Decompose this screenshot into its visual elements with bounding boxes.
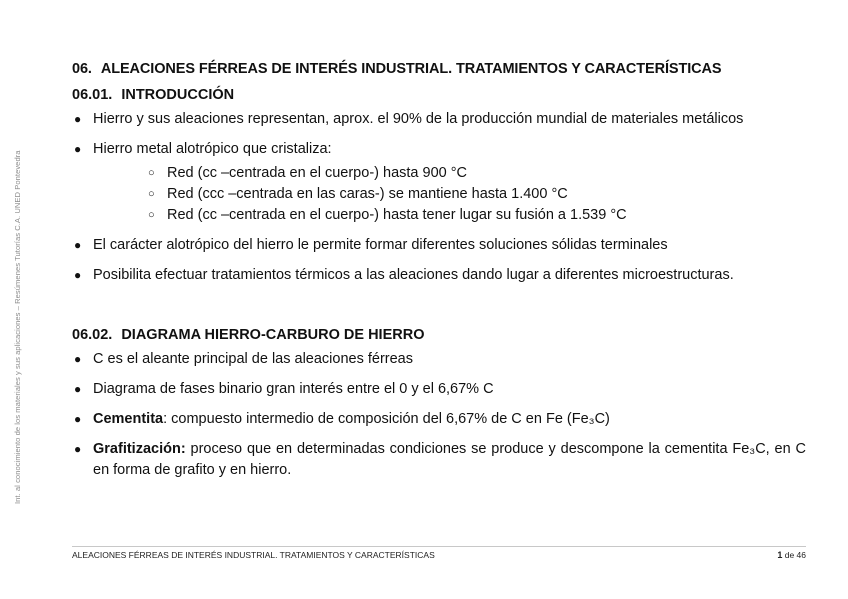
section-title: DIAGRAMA HIERRO-CARBURO DE HIERRO xyxy=(121,327,425,343)
list-item: ● Posibilita efectuar tratamientos térmicos a las aleaciones dando lugar a diferentes microestructuras. xyxy=(72,265,806,286)
chapter-heading xyxy=(72,56,806,82)
sub-list-item: ○ Red (cc –centrada en el cuerpo-) hasta 900 °C xyxy=(93,163,806,184)
section-title: INTRODUCCIÓN xyxy=(121,87,235,103)
sub-list-item: ○ Red (cc –centrada en el cuerpo-) hasta tener lugar su fusión a 1.539 °C xyxy=(93,205,806,226)
page-number xyxy=(777,550,806,560)
page-footer xyxy=(72,546,806,560)
footer-title: ALEACIONES FÉRREAS DE INTERÉS INDUSTRIAL. TRATAMIENTOS Y CARACTERÍSTICAS xyxy=(72,550,435,560)
list-item: ● Cementita: compuesto intermedio de composición del 6,67% de C en Fe (Fe₃C) xyxy=(72,409,806,430)
list-item: ● Grafitización: proceso que en determinadas condiciones se produce y descompone la cementita Fe₃C, en C en forma de grafito y en hierro. xyxy=(74,441,806,478)
bullet-dot-icon: ● xyxy=(74,238,82,252)
sub-list-item: ○ Red (ccc –centrada en las caras-) se mantiene hasta 1.400 °C xyxy=(93,184,806,205)
section-number: 06.02. xyxy=(72,327,113,343)
diagram-bullet-list xyxy=(72,349,806,481)
side-running-text: Int. al conocimiento de los materiales y sus aplicaciones – Resúmenes Tutorías C.A. UNED Pontevedra xyxy=(13,150,22,504)
current-page: 1 xyxy=(777,550,783,560)
bullet-circle-icon: ○ xyxy=(148,209,155,221)
section-number: 06.01. xyxy=(72,87,113,103)
section-heading-diagram xyxy=(72,322,806,349)
list-item: ● Diagrama de fases binario gran interés entre el 0 y el 6,67% C xyxy=(72,379,806,400)
list-item: ● Hierro metal alotrópico que cristaliza: ○ Red (cc –centrada en el cuerpo-) hasta 900 °C ○ Red (ccc –centrada en las caras-) se mantiene hasta 1.400 °C ○ Red (cc –centrada en el cuerpo-) hasta tener lugar su fusión a 1.539 °C xyxy=(72,139,806,226)
bullet-dot-icon: ● xyxy=(74,382,82,396)
bullet-dot-icon: ● xyxy=(74,112,82,126)
sub-bullet-list xyxy=(93,163,806,226)
bullet-dot-icon: ● xyxy=(74,442,82,456)
bullet-circle-icon: ○ xyxy=(148,167,155,179)
bullet-circle-icon: ○ xyxy=(148,188,155,200)
bullet-dot-icon: ● xyxy=(74,142,82,156)
term-cementita: Cementita xyxy=(93,411,164,427)
bullet-dot-icon: ● xyxy=(74,268,82,282)
total-pages: de 46 xyxy=(784,550,806,560)
chapter-title: ALEACIONES FÉRREAS DE INTERÉS INDUSTRIAL. TRATAMIENTOS Y CARACTERÍSTICAS xyxy=(100,61,722,77)
term-grafitizacion: Grafitización: xyxy=(93,441,186,457)
list-item: ● Hierro y sus aleaciones representan, aprox. el 90% de la producción mundial de materiales metálicos xyxy=(72,109,806,130)
chapter-number: 06. xyxy=(72,61,92,77)
section-gap xyxy=(72,295,806,322)
intro-bullet-list xyxy=(72,109,806,286)
page-content xyxy=(72,56,806,490)
list-item: ● C es el aleante principal de las aleaciones férreas xyxy=(72,349,806,370)
section-heading-intro xyxy=(72,82,806,109)
bullet-dot-icon: ● xyxy=(74,412,82,426)
list-item: ● El carácter alotrópico del hierro le permite formar diferentes soluciones sólidas terminales xyxy=(72,235,806,256)
bullet-dot-icon: ● xyxy=(74,352,82,366)
